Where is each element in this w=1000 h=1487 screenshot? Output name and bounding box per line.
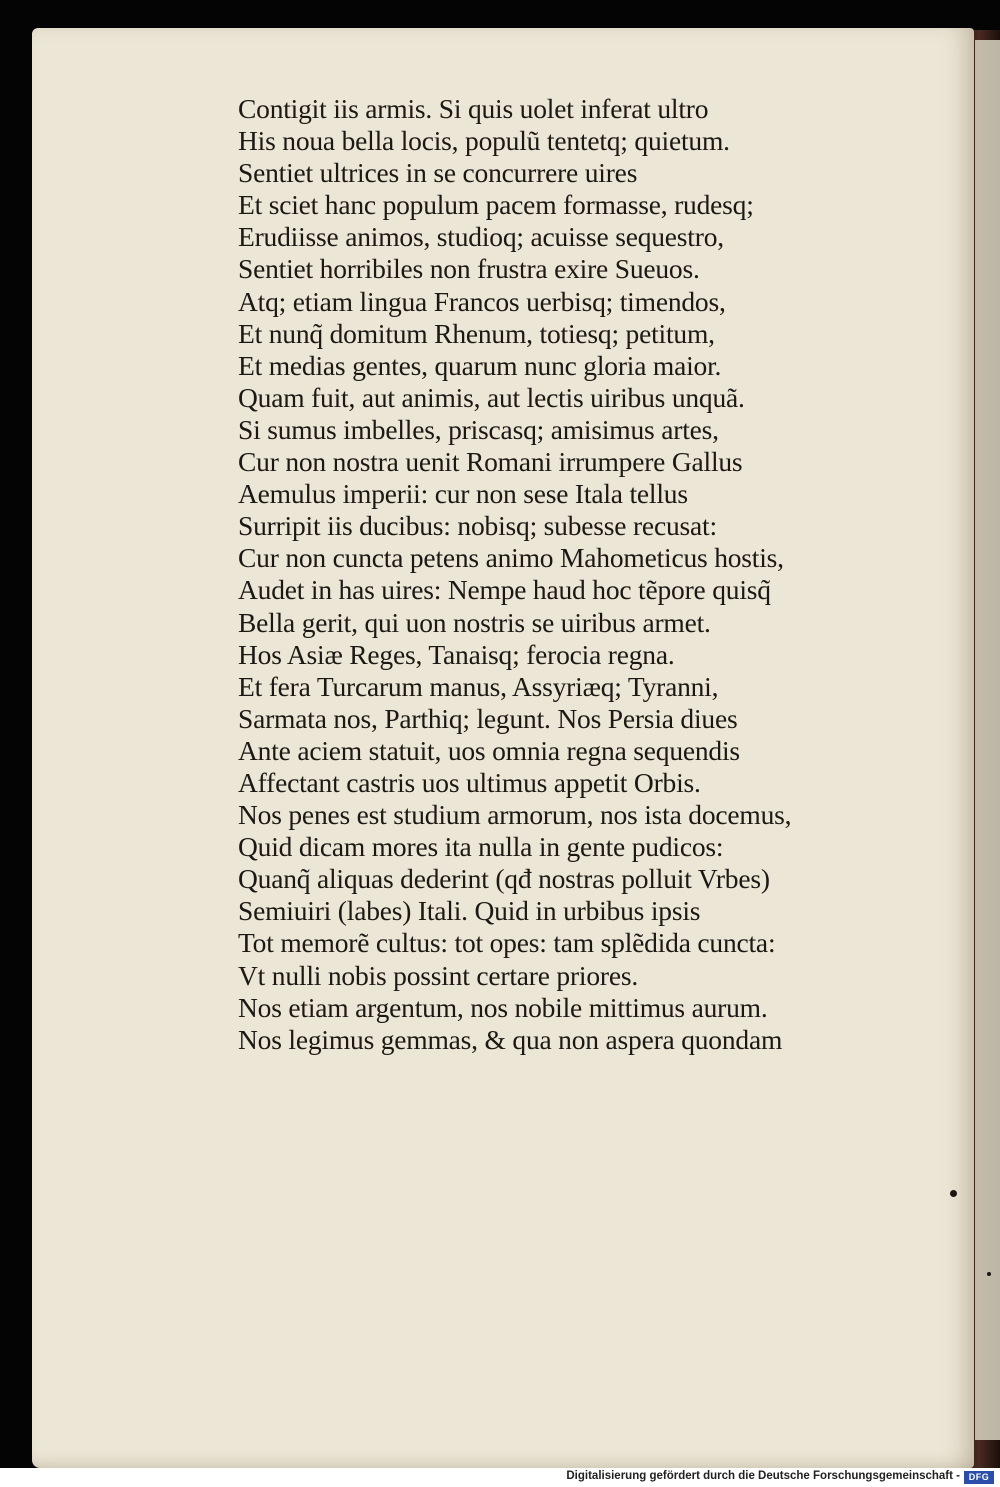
verse-line: Nos etiam argentum, nos nobile mittimus aurum. xyxy=(238,991,768,1023)
verse-line: Et nunq̃ domitum Rhenum, totiesq; petitum, xyxy=(238,317,715,349)
ink-spot xyxy=(950,1190,957,1197)
verse-line: Nos legimus gemmas, & qua non aspera quondam xyxy=(238,1023,783,1055)
verse-line: Bella gerit, qui uon nostris se uiribus armet. xyxy=(238,606,711,638)
verse-line: Hos Asiæ Reges, Tanaisq; ferocia regna. xyxy=(238,638,675,670)
verse-line: Quanq̃ aliquas dederint (qđ nostras polluit Vrbes) xyxy=(238,863,770,895)
verse-line: Et fera Turcarum manus, Assyriæq; Tyranni, xyxy=(238,670,719,702)
verse-line: Audet in has uires: Nempe haud hoc tẽpore quisq̃ xyxy=(238,574,771,606)
facing-page-edge xyxy=(975,40,1000,1440)
verse-line: Cur non nostra uenit Romani irrumpere Gallus xyxy=(238,446,743,478)
verse-line: Et medias gentes, quarum nunc gloria maior. xyxy=(238,349,722,381)
footer-bar xyxy=(0,1468,1000,1487)
verse-line: Affectant castris uos ultimus appetit Orbis. xyxy=(238,766,701,798)
verse-line: Tot memorẽ cultus: tot opes: tam splẽdida cuncta: xyxy=(238,927,776,959)
verse-line: Contigit iis armis. Si quis uolet inferat ultro xyxy=(238,93,709,124)
verse-line: Cur non cuncta petens animo Mahometicus hostis, xyxy=(238,542,784,574)
verse-line: Aemulus imperii: cur non sese Itala tellus xyxy=(238,478,688,510)
verse-line: Surripit iis ducibus: nobisq; subesse recusat: xyxy=(238,510,717,542)
verse-line: Sarmata nos, Parthiq; legunt. Nos Persia diues xyxy=(238,702,738,734)
verse-line: Sentiet horribiles non frustra exire Sueuos. xyxy=(238,253,700,285)
verse-line: Atq; etiam lingua Francos uerbisq; timendos, xyxy=(238,285,726,317)
dfg-logo[interactable]: DFG xyxy=(964,1471,994,1484)
verse-line: Et sciet hanc populum pacem formasse, rudesq; xyxy=(238,189,754,221)
verse-line: Erudiisse animos, studioq; acuisse sequestro, xyxy=(238,221,724,253)
ink-spot xyxy=(987,1272,991,1276)
verse-line: Ante aciem statuit, uos omnia regna sequendis xyxy=(238,734,740,766)
verse-line: Semiuiri (labes) Itali. Quid in urbibus ipsis xyxy=(238,895,701,927)
verse-line: Nos penes est studium armorum, nos ista docemus, xyxy=(238,799,792,831)
verse-line: Si sumus imbelles, priscasq; amisimus artes, xyxy=(238,413,719,445)
verse-line: Quam fuit, aut animis, aut lectis uiribus unquã. xyxy=(238,381,745,413)
verse-line: Sentiet ultrices in se concurrere uires xyxy=(238,157,638,189)
verse-line: Quid dicam mores ita nulla in gente pudicos: xyxy=(238,831,724,863)
verse-text-block xyxy=(238,93,898,1056)
verse-line: His noua bella locis, populũ tentetq; quietum. xyxy=(238,125,730,157)
funding-credit: Digitalisierung gefördert durch die Deutsche Forschungsgemeinschaft - xyxy=(566,1470,960,1482)
verse-line: Vt nulli nobis possint certare priores. xyxy=(238,959,639,991)
